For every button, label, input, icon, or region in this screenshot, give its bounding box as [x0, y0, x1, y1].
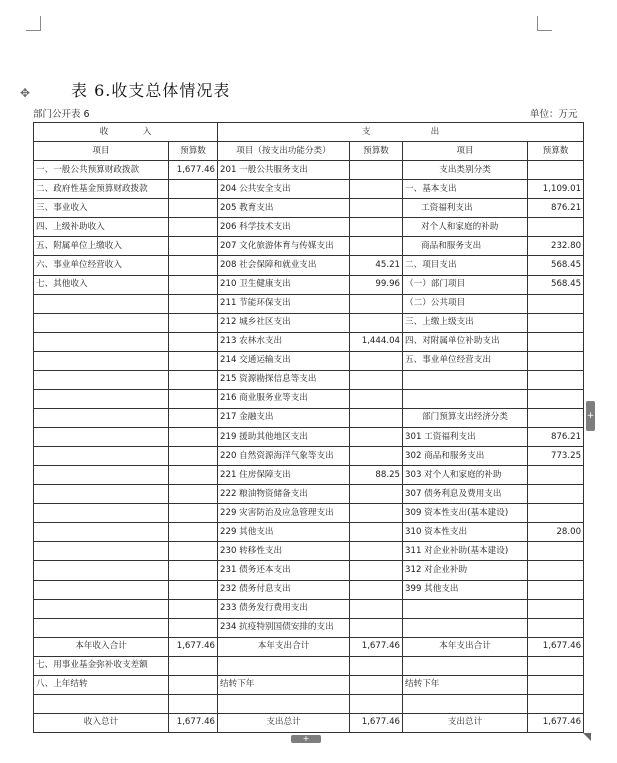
column-header: 预算数 [169, 142, 218, 161]
table-row [34, 542, 584, 561]
category-item: 二、项目支出 [403, 256, 528, 275]
income-item [34, 542, 169, 561]
income-item: 七、其他收入 [34, 275, 169, 294]
function-item: 222 粮油物资储备支出 [218, 485, 350, 504]
header-row-2 [34, 142, 584, 161]
income-item: 七、用事业基金弥补收支差额 [34, 656, 169, 675]
function-item: 230 转移性支出 [218, 542, 350, 561]
function-amount [350, 694, 403, 713]
function-amount [350, 561, 403, 580]
budget-table [33, 122, 584, 733]
income-amount [169, 275, 218, 294]
function-amount [350, 161, 403, 180]
function-item: 229 其他支出 [218, 523, 350, 542]
income-item: 五、附属单位上缴收入 [34, 237, 169, 256]
function-item: 232 债务付息支出 [218, 580, 350, 599]
income-amount [169, 580, 218, 599]
income-amount [169, 618, 218, 637]
category-amount: 1,109.01 [528, 180, 584, 199]
income-amount [169, 542, 218, 561]
function-item: 本年支出合计 [218, 637, 350, 656]
column-header: 项目（按支出功能分类） [218, 142, 350, 161]
function-item: 214 交通运输支出 [218, 351, 350, 370]
category-item: 309 资本性支出(基本建设) [403, 504, 528, 523]
table-row [34, 713, 584, 732]
category-item: 302 商品和服务支出 [403, 447, 528, 466]
table-row [34, 275, 584, 294]
table-row [34, 637, 584, 656]
category-amount [528, 618, 584, 637]
income-item [34, 408, 169, 427]
function-amount [350, 389, 403, 408]
category-item: 五、事业单位经营支出 [403, 351, 528, 370]
function-amount [350, 447, 403, 466]
function-amount [350, 428, 403, 447]
function-item: 206 科学技术支出 [218, 218, 350, 237]
category-item: 303 对个人和家庭的补助 [403, 466, 528, 485]
income-amount [169, 408, 218, 427]
category-amount [528, 294, 584, 313]
income-amount [169, 332, 218, 351]
table-row [34, 504, 584, 523]
function-amount [350, 294, 403, 313]
function-item: 233 债务发行费用支出 [218, 599, 350, 618]
page-title: 表 6.收支总体情况表 [71, 81, 231, 100]
category-amount: 876.21 [528, 199, 584, 218]
income-item [34, 504, 169, 523]
function-amount [350, 313, 403, 332]
income-header: 收 入 [34, 123, 218, 142]
income-amount [169, 428, 218, 447]
function-item: 215 资源勘探信息等支出 [218, 370, 350, 389]
header-row-1 [34, 123, 584, 142]
income-amount [169, 694, 218, 713]
category-amount [528, 408, 584, 427]
category-amount [528, 656, 584, 675]
income-item [34, 428, 169, 447]
income-item [34, 294, 169, 313]
category-amount: 568.45 [528, 275, 584, 294]
category-item: 312 对企业补助 [403, 561, 528, 580]
table-row [34, 180, 584, 199]
income-amount: 1,677.46 [169, 161, 218, 180]
category-item [403, 370, 528, 389]
function-amount [350, 675, 403, 694]
category-amount: 773.25 [528, 447, 584, 466]
income-amount [169, 447, 218, 466]
function-amount [350, 485, 403, 504]
category-item: 支出总计 [403, 713, 528, 732]
category-item: 一、基本支出 [403, 180, 528, 199]
category-item: 301 工资福利支出 [403, 428, 528, 447]
function-item: 205 教育支出 [218, 199, 350, 218]
function-amount: 45.21 [350, 256, 403, 275]
crop-mark-top-right [537, 16, 552, 31]
income-item: 六、事业单位经营收入 [34, 256, 169, 275]
function-item: 212 城乡社区支出 [218, 313, 350, 332]
function-amount: 1,444.04 [350, 332, 403, 351]
category-amount: 568.45 [528, 256, 584, 275]
category-amount [528, 351, 584, 370]
income-item: 本年收入合计 [34, 637, 169, 656]
income-amount: 1,677.46 [169, 713, 218, 732]
income-item [34, 332, 169, 351]
expense-header: 支 出 [218, 123, 584, 142]
category-amount [528, 504, 584, 523]
category-item: 四、对附属单位补助支出 [403, 332, 528, 351]
income-amount [169, 218, 218, 237]
function-item: 204 公共安全支出 [218, 180, 350, 199]
function-amount: 1,677.46 [350, 713, 403, 732]
table-row [34, 675, 584, 694]
income-amount [169, 199, 218, 218]
category-amount [528, 370, 584, 389]
category-item [403, 656, 528, 675]
income-amount: 1,677.46 [169, 637, 218, 656]
table-row [34, 466, 584, 485]
category-item: 399 其他支出 [403, 580, 528, 599]
function-amount [350, 504, 403, 523]
category-amount: 876.21 [528, 428, 584, 447]
category-item: 307 债务利息及费用支出 [403, 485, 528, 504]
table-number: 部门公开表 6 [33, 109, 90, 120]
function-amount [350, 656, 403, 675]
category-item [403, 694, 528, 713]
income-amount [169, 370, 218, 389]
table-row [34, 332, 584, 351]
category-item: 三、上缴上级支出 [403, 313, 528, 332]
category-item: 商品和服务支出 [403, 237, 528, 256]
income-item [34, 694, 169, 713]
function-item: 231 债务还本支出 [218, 561, 350, 580]
category-item: 311 对企业补助(基本建设) [403, 542, 528, 561]
category-amount [528, 580, 584, 599]
function-item: 216 商业服务业等支出 [218, 389, 350, 408]
category-amount: 1,677.46 [528, 637, 584, 656]
table-row [34, 656, 584, 675]
income-item [34, 618, 169, 637]
category-amount [528, 161, 584, 180]
category-item: 工资福利支出 [403, 199, 528, 218]
table-row [34, 694, 584, 713]
income-item: 收入总计 [34, 713, 169, 732]
income-item [34, 561, 169, 580]
income-amount [169, 675, 218, 694]
table-row [34, 370, 584, 389]
income-amount [169, 180, 218, 199]
table-row [34, 447, 584, 466]
plus-icon[interactable]: + [586, 401, 595, 431]
income-item: 一、一般公共预算财政拨款 [34, 161, 169, 180]
table-row [34, 485, 584, 504]
function-amount [350, 542, 403, 561]
table-row [34, 199, 584, 218]
function-amount: 99.96 [350, 275, 403, 294]
function-item: 207 文化旅游体育与传媒支出 [218, 237, 350, 256]
column-header: 预算数 [528, 142, 584, 161]
table-row [34, 237, 584, 256]
table-row [34, 561, 584, 580]
crop-mark-top-left [26, 16, 41, 31]
category-amount [528, 542, 584, 561]
category-item: 对个人和家庭的补助 [403, 218, 528, 237]
income-amount [169, 523, 218, 542]
income-amount [169, 466, 218, 485]
table-row [34, 161, 584, 180]
table-row [34, 294, 584, 313]
function-item: 结转下年 [218, 675, 350, 694]
category-amount: 232.80 [528, 237, 584, 256]
function-amount [350, 618, 403, 637]
income-item [34, 370, 169, 389]
function-item: 217 金融支出 [218, 408, 350, 427]
category-amount [528, 218, 584, 237]
income-item: 四、上级补助收入 [34, 218, 169, 237]
table-row [34, 618, 584, 637]
function-item: 221 住房保障支出 [218, 466, 350, 485]
category-amount [528, 561, 584, 580]
income-item: 二、政府性基金预算财政拨款 [34, 180, 169, 199]
income-amount [169, 504, 218, 523]
function-amount [350, 599, 403, 618]
function-item: 208 社会保障和就业支出 [218, 256, 350, 275]
function-item: 213 农林水支出 [218, 332, 350, 351]
function-item: 234 抗疫特别国债安排的支出 [218, 618, 350, 637]
function-amount [350, 218, 403, 237]
income-amount [169, 389, 218, 408]
category-amount [528, 599, 584, 618]
category-item: 结转下年 [403, 675, 528, 694]
function-item [218, 656, 350, 675]
function-amount: 1,677.46 [350, 637, 403, 656]
income-amount [169, 561, 218, 580]
function-item: 220 自然资源海洋气象等支出 [218, 447, 350, 466]
category-item: 本年支出合计 [403, 637, 528, 656]
category-item [403, 599, 528, 618]
function-amount [350, 408, 403, 427]
function-item: 210 卫生健康支出 [218, 275, 350, 294]
income-amount [169, 256, 218, 275]
move-handle-icon[interactable]: ✥ [19, 86, 31, 100]
function-amount [350, 237, 403, 256]
category-amount [528, 332, 584, 351]
category-item: （一）部门项目 [403, 275, 528, 294]
category-item [403, 618, 528, 637]
column-header: 预算数 [350, 142, 403, 161]
table-row [34, 599, 584, 618]
function-amount [350, 580, 403, 599]
resize-handle-icon[interactable] [583, 733, 591, 741]
income-amount [169, 237, 218, 256]
income-item: 八、上年结转 [34, 675, 169, 694]
category-item: 支出类别分类 [403, 161, 528, 180]
income-item [34, 599, 169, 618]
income-item [34, 523, 169, 542]
category-amount [528, 675, 584, 694]
plus-icon[interactable]: + [291, 735, 321, 743]
category-item [403, 389, 528, 408]
income-item [34, 389, 169, 408]
column-header: 项目 [403, 142, 528, 161]
table-row [34, 218, 584, 237]
category-amount [528, 485, 584, 504]
income-item [34, 485, 169, 504]
income-amount [169, 351, 218, 370]
function-item: 211 节能环保支出 [218, 294, 350, 313]
unit-label: 单位：万元 [530, 109, 578, 120]
table-row [34, 313, 584, 332]
income-item [34, 447, 169, 466]
category-amount: 1,677.46 [528, 713, 584, 732]
function-amount [350, 523, 403, 542]
income-item [34, 580, 169, 599]
function-amount [350, 351, 403, 370]
function-item [218, 694, 350, 713]
category-amount [528, 466, 584, 485]
table-row [34, 351, 584, 370]
function-amount [350, 370, 403, 389]
table-row [34, 389, 584, 408]
category-item: 部门预算支出经济分类 [403, 408, 528, 427]
income-amount [169, 656, 218, 675]
table-row [34, 408, 584, 427]
category-amount [528, 313, 584, 332]
table-row [34, 523, 584, 542]
function-item: 229 灾害防治及应急管理支出 [218, 504, 350, 523]
category-item: （二）公共项目 [403, 294, 528, 313]
category-item: 310 资本性支出 [403, 523, 528, 542]
table-row [34, 428, 584, 447]
income-item [34, 313, 169, 332]
income-item: 三、事业收入 [34, 199, 169, 218]
category-amount [528, 389, 584, 408]
table-row [34, 580, 584, 599]
function-item: 支出总计 [218, 713, 350, 732]
category-amount: 28.00 [528, 523, 584, 542]
function-item: 219 援助其他地区支出 [218, 428, 350, 447]
table-row [34, 256, 584, 275]
income-amount [169, 599, 218, 618]
function-item: 201 一般公共服务支出 [218, 161, 350, 180]
category-amount [528, 694, 584, 713]
income-amount [169, 313, 218, 332]
function-amount [350, 199, 403, 218]
function-amount [350, 180, 403, 199]
income-item [34, 351, 169, 370]
column-header: 项目 [34, 142, 169, 161]
income-amount [169, 294, 218, 313]
function-amount: 88.25 [350, 466, 403, 485]
income-amount [169, 485, 218, 504]
income-item [34, 466, 169, 485]
